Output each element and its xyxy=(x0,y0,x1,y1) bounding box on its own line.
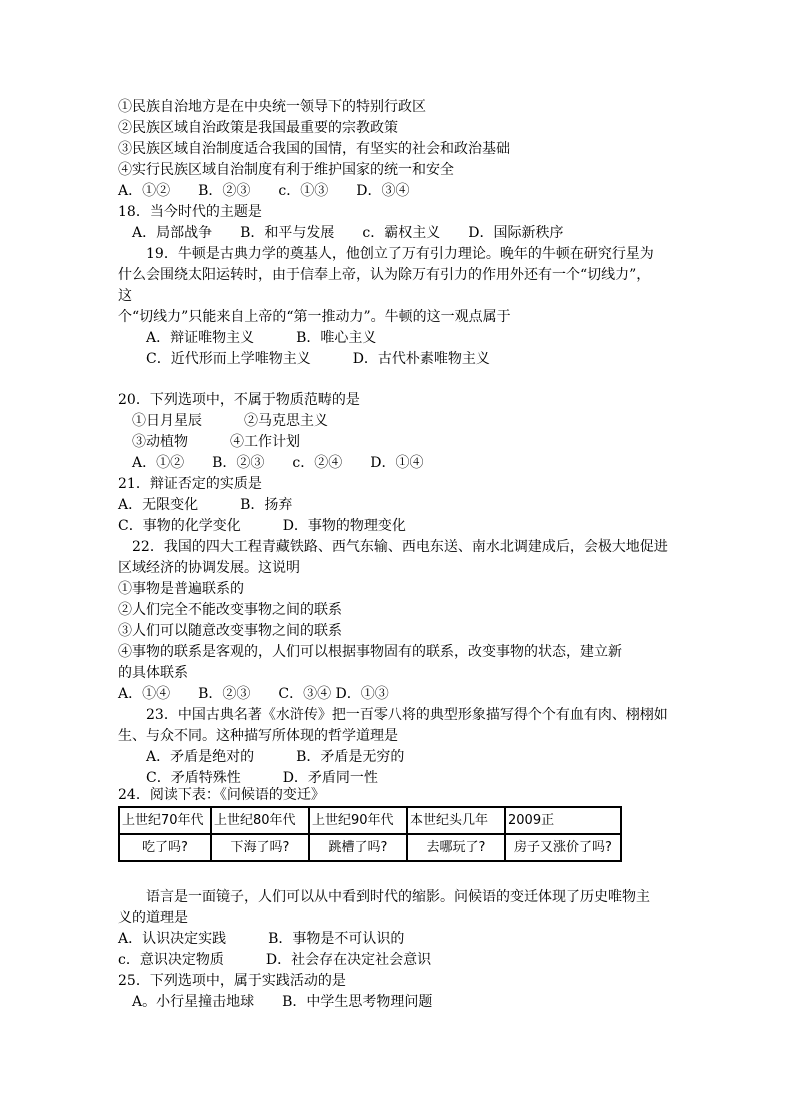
q23-stem-line-1: 23．中国古典名著《水浒传》把一百零八将的典型形象描写得个个有血有肉、栩栩如 xyxy=(146,707,668,723)
q19-stem-line-3: 这 xyxy=(118,288,132,304)
table-header-cell: 上世纪70年代 xyxy=(119,807,211,834)
q17-option-1: ①民族自治地方是在中央统一领导下的特别行政区 xyxy=(118,99,426,115)
q22-option-1: ①事物是普遍联系的 xyxy=(118,581,244,597)
q25-stem: 25．下列选项中，属于实践活动的是 xyxy=(118,973,346,989)
q23-stem-line-2: 生、与众不同。这种描写所体现的哲学道理是 xyxy=(118,728,398,744)
table-cell: 去哪玩了? xyxy=(407,834,505,861)
q22-answers: A．①④ B．②③ C．③④ D．①③ xyxy=(118,686,389,702)
q17-option-4: ④实行民族区域自治制度有利于维护国家的统一和安全 xyxy=(118,162,454,178)
greetings-table xyxy=(118,806,622,862)
table-cell: 跳槽了吗? xyxy=(309,834,407,861)
q23-answers-2: C．矛盾特殊性 D．矛盾同一性 xyxy=(146,770,378,786)
q21-answers-1: A．无限变化 B．扬弃 xyxy=(118,497,293,513)
q19-stem-line-1: 19．牛顿是古典力学的奠基人，他创立了万有引力理论。晚年的牛顿在研究行星为 xyxy=(146,246,654,262)
q21-stem: 21．辩证否定的实质是 xyxy=(118,476,262,492)
q24-text-line-1: 语言是一面镜子，人们可以从中看到时代的缩影。问候语的变迁体现了历史唯物主 xyxy=(146,889,650,905)
q22-option-2: ②人们完全不能改变事物之间的联系 xyxy=(118,602,342,618)
greetings-table-header-row xyxy=(119,807,621,834)
q17-answers: A．①② B．②③ c．①③ D．③④ xyxy=(118,183,410,199)
q20-options-1: ①日月星辰 ②马克思主义 xyxy=(132,413,328,429)
table-header-cell: 上世纪90年代 xyxy=(309,807,407,834)
q24-text-line-2: 义的道理是 xyxy=(118,910,188,926)
q20-answers: A．①② B．②③ c．②④ D．①④ xyxy=(132,455,424,471)
table-header-cell: 本世纪头几年 xyxy=(407,807,505,834)
q22-option-4a: ④事物的联系是客观的，人们可以根据事物固有的联系，改变事物的状态，建立新 xyxy=(118,644,622,660)
q20-options-2: ③动植物 ④工作计划 xyxy=(132,434,300,450)
q22-option-3: ③人们可以随意改变事物之间的联系 xyxy=(118,623,342,639)
q17-option-3: ③民族区域自治制度适合我国的国情，有坚实的社会和政治基础 xyxy=(118,141,510,157)
q18-answers: A．局部战争 B．和平与发展 c．霸权主义 D．国际新秩序 xyxy=(132,225,564,241)
greetings-table-data-row xyxy=(119,834,621,861)
table-cell: 下海了吗? xyxy=(211,834,309,861)
q22-stem-line-1: 22．我国的四大工程青藏铁路、西气东输、西电东送、南水北调建成后，会极大地促进 xyxy=(132,539,668,555)
q18-stem: 18．当今时代的主题是 xyxy=(118,204,262,220)
q24-answers-1: A．认识决定实践 B．事物是不可认识的 xyxy=(118,931,405,947)
q21-answers-2: C．事物的化学变化 D．事物的物理变化 xyxy=(118,518,406,534)
q22-option-4b: 的具体联系 xyxy=(118,665,188,681)
q19-stem-line-4: 个“切线力”只能来自上帝的“第一推动力”。牛顿的这一观点属于 xyxy=(118,309,511,325)
q20-stem: 20．下列选项中，不属于物质范畴的是 xyxy=(118,392,360,408)
q24-answers-2: c．意识决定物质 D．社会存在决定社会意识 xyxy=(118,952,432,968)
q17-option-2: ②民族区域自治政策是我国最重要的宗教政策 xyxy=(118,120,398,136)
q25-answers: A。小行星撞击地球 B．中学生思考物理问题 xyxy=(132,994,433,1010)
q19-answers-1: A．辩证唯物主义 B．唯心主义 xyxy=(146,330,377,346)
q19-answers-2: C．近代形而上学唯物主义 D．古代朴素唯物主义 xyxy=(146,351,490,367)
table-header-cell: 上世纪80年代 xyxy=(211,807,309,834)
q23-answers-1: A．矛盾是绝对的 B．矛盾是无穷的 xyxy=(146,749,405,765)
table-cell: 房子又涨价了吗? xyxy=(505,834,621,861)
q24-stem: 24．阅读下表：《问候语的变迁》 xyxy=(118,787,325,803)
q19-stem-line-2: 什么会围绕太阳运转时，由于信奉上帝，认为除万有引力的作用外还有一个“切线力”， xyxy=(118,267,651,283)
table-header-cell: 2009正 xyxy=(505,807,621,834)
q22-stem-line-2: 区域经济的协调发展。这说明 xyxy=(118,560,300,576)
table-cell: 吃了吗? xyxy=(119,834,211,861)
